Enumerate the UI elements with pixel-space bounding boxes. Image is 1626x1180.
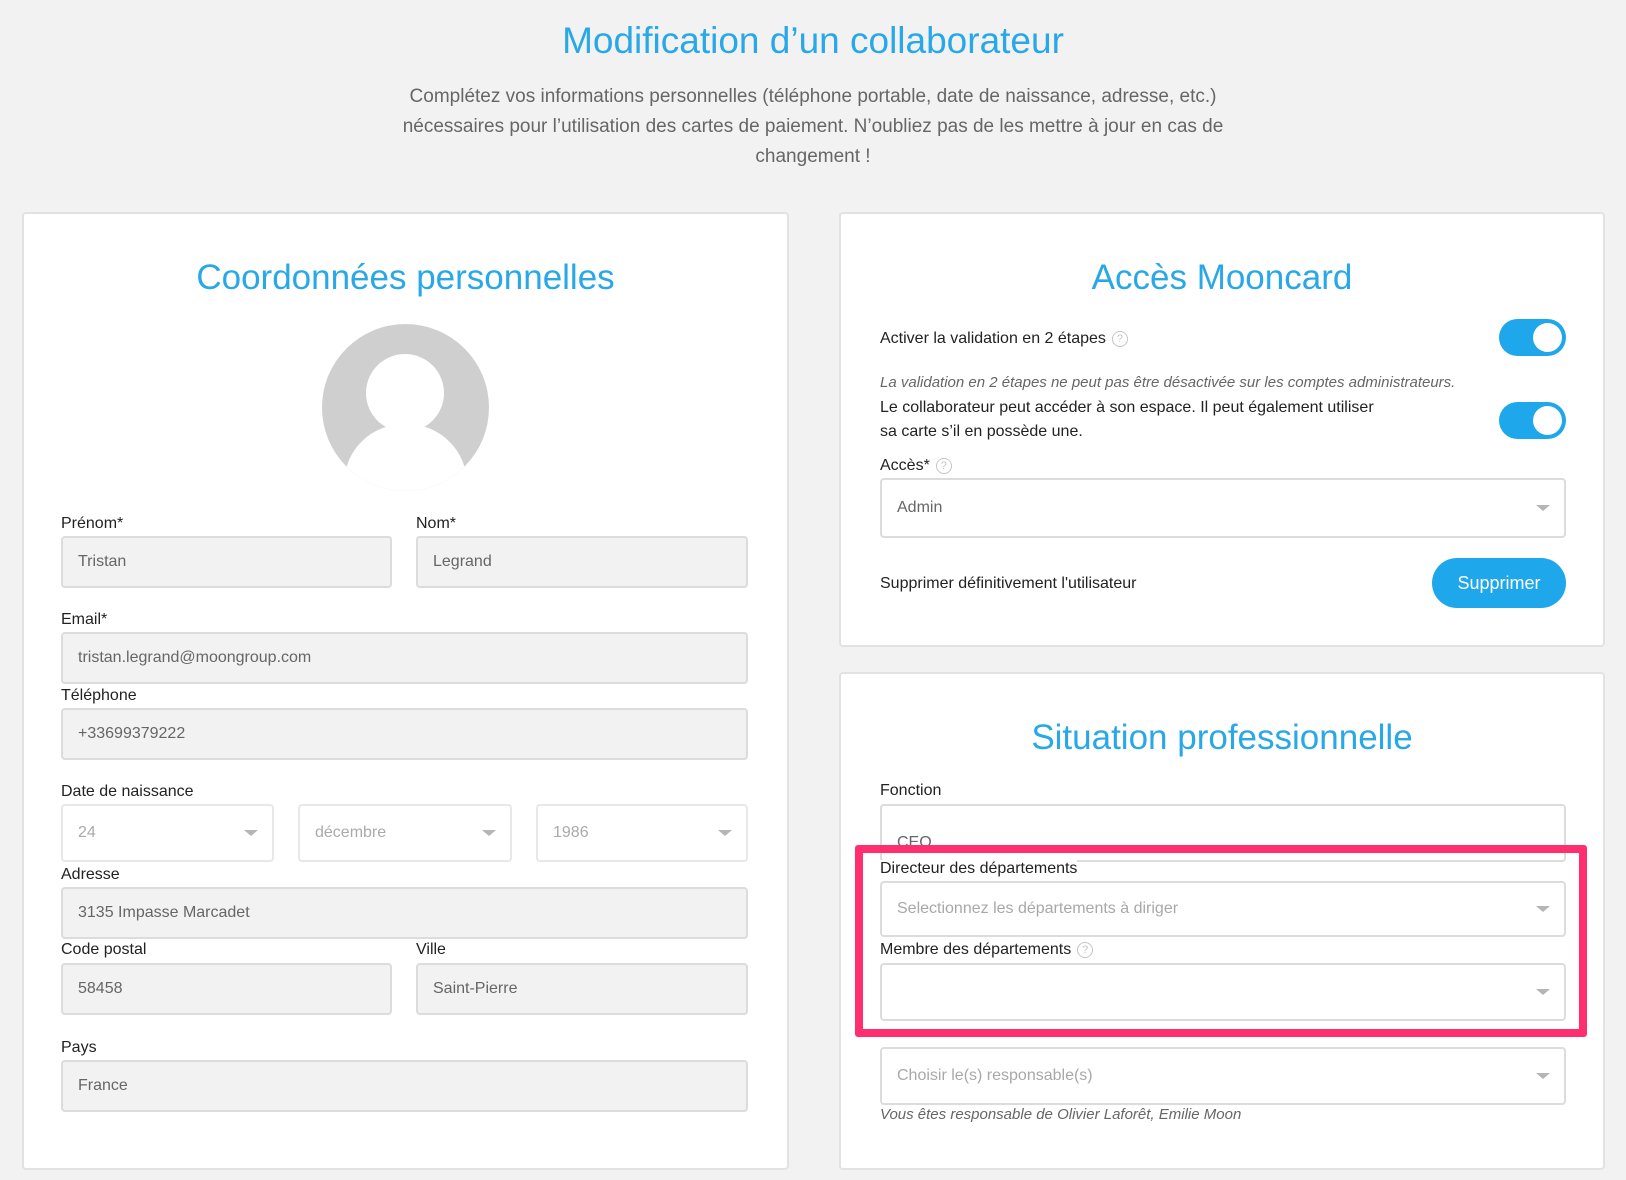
- firstname-label: Prénom*: [61, 515, 124, 532]
- two-step-toggle[interactable]: [1499, 319, 1566, 356]
- space-access-line1: Le collaborateur peut accéder à son espace. Il peut également utiliser: [880, 399, 1374, 416]
- zip-input[interactable]: 58458: [61, 963, 392, 1015]
- two-step-note: La validation en 2 étapes ne peut pas être désactivée sur les comptes administrateurs.: [880, 374, 1456, 391]
- chevron-down-icon: [482, 830, 496, 836]
- address-input[interactable]: 3135 Impasse Marcadet: [61, 887, 748, 939]
- page-description: Complétez vos informations personnelles (téléphone portable, date de naissance, adresse, etc.) nécessaires pour l’utilisation des cartes de paiement. N’oubliez pas de les mettre à jour en cas de changement !: [402, 86, 1224, 167]
- address-label: Adresse: [61, 866, 120, 883]
- chevron-down-icon: [244, 830, 258, 836]
- personal-info-title: Coordonnées personnelles: [196, 258, 615, 297]
- two-step-row: [880, 330, 1128, 348]
- professional-title: Situation professionnelle: [1031, 718, 1413, 757]
- access-title: Accès Mooncard: [1091, 258, 1353, 297]
- email-label: Email*: [61, 611, 108, 628]
- help-icon[interactable]: ?: [936, 458, 952, 474]
- chevron-down-icon: [718, 830, 732, 836]
- birthdate-label: Date de naissance: [61, 783, 194, 800]
- two-step-label: Activer la validation en 2 étapes: [880, 330, 1106, 347]
- user-avatar-icon[interactable]: [322, 324, 489, 491]
- birth-year-select[interactable]: [536, 804, 748, 862]
- phone-input[interactable]: +33699379222: [61, 708, 748, 760]
- role-select[interactable]: [880, 478, 1566, 538]
- manager-placeholder: Choisir le(s) responsable(s): [897, 1067, 1093, 1084]
- lastname-input[interactable]: Legrand: [416, 536, 748, 588]
- birth-month-select[interactable]: [298, 804, 512, 862]
- delete-user-label: Supprimer définitivement l'utilisateur: [880, 575, 1137, 592]
- city-label: Ville: [416, 941, 446, 958]
- toggle-knob: [1533, 406, 1562, 435]
- delete-button[interactable]: Supprimer: [1432, 558, 1566, 608]
- role-label: Accès*: [880, 457, 930, 474]
- firstname-input[interactable]: Tristan: [61, 536, 392, 588]
- country-input[interactable]: France: [61, 1060, 748, 1112]
- birth-day-value: 24: [78, 824, 96, 841]
- phone-label: Téléphone: [61, 687, 137, 704]
- birth-year-value: 1986: [553, 824, 589, 841]
- function-label: Fonction: [880, 782, 942, 799]
- role-row: [880, 457, 952, 475]
- help-icon[interactable]: ?: [1077, 942, 1093, 958]
- manager-note: Vous êtes responsable de Olivier Laforêt, Emilie Moon: [880, 1106, 1242, 1123]
- director-label: Directeur des départements: [880, 860, 1078, 877]
- function-input[interactable]: CEO: [880, 804, 1566, 862]
- page-title: Modification d’un collaborateur: [562, 20, 1064, 61]
- zip-label: Code postal: [61, 941, 147, 958]
- role-value: Admin: [897, 499, 943, 516]
- birth-month-value: décembre: [315, 824, 387, 841]
- space-access-toggle[interactable]: [1499, 402, 1566, 439]
- manager-select[interactable]: [880, 1047, 1566, 1105]
- help-icon[interactable]: ?: [1112, 331, 1128, 347]
- birth-day-select[interactable]: [61, 804, 274, 862]
- toggle-knob: [1533, 323, 1562, 352]
- email-input[interactable]: tristan.legrand@moongroup.com: [61, 632, 748, 684]
- chevron-down-icon: [1536, 1073, 1550, 1079]
- chevron-down-icon: [1536, 505, 1550, 511]
- lastname-label: Nom*: [416, 515, 457, 532]
- director-placeholder: Selectionnez les départements à diriger: [897, 900, 1179, 917]
- city-input[interactable]: Saint-Pierre: [416, 963, 748, 1015]
- country-label: Pays: [61, 1039, 97, 1056]
- space-access-line2: sa carte s’il en possède une.: [880, 423, 1083, 440]
- member-label: Membre des départements: [880, 941, 1072, 958]
